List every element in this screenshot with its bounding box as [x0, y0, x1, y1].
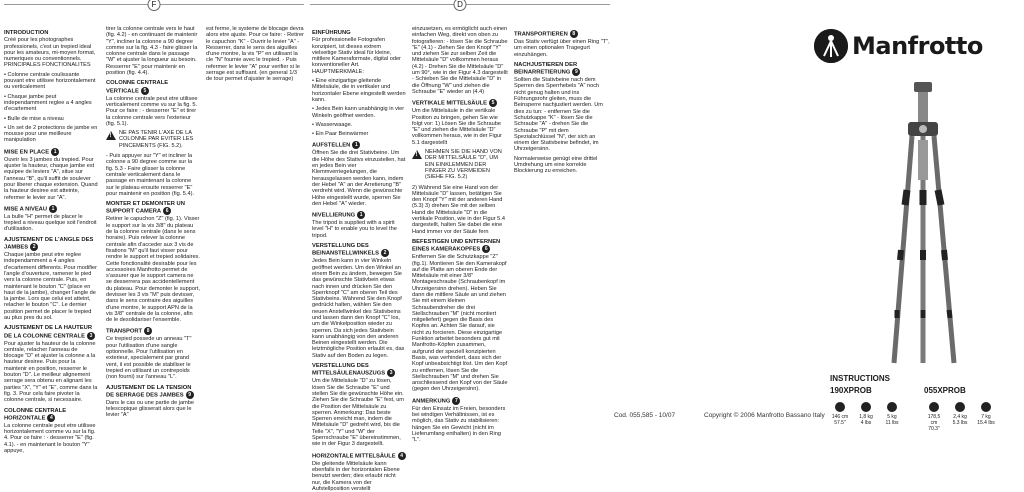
product-code: Cod. 055,585 - 10/07 — [614, 412, 676, 419]
spec-load: 7 kg 15.4 lbs — [976, 402, 996, 432]
height-icon — [835, 402, 845, 412]
section-text: Chaque jambe peut etre reglee independamment a 4 angles d'ecartement differents. Pour modifier l'angle d'ouverture, ramener le pied vers la colonne centrale. Puis, en maintenant le bouton "C" (place en haut de la jambe), changer l'angle de la jambe. Lors que celui est atteint, relacher le bouton "C". Le dernier position permet de placer le trepied au plus pres du sol. — [4, 252, 97, 321]
section-heading: AUFSTELLEN 1 — [312, 141, 406, 149]
spec-weight: 1,8 kg 4 lbs — [856, 402, 876, 426]
copyright: Copyright © 2006 Manfrotto Bassano Italy — [704, 412, 825, 419]
section-text: Dans le cas ou une partie de jambe telescopique glisserait alors que le levier "A" — [106, 399, 195, 419]
tripod-illustration — [878, 80, 968, 370]
section-heading: COLONNE CENTRALE HORIZONTALE 4 — [4, 407, 67, 422]
intro-heading: EINFÜHRUNG — [312, 30, 351, 36]
warning-text: NEHMEN SIE DIE HAND VON DER MITTELSÄULE "D", UM EIN EINKLEMMEN DER FINGER ZU VERMEIDEN (SIEHE FIG. 5.2) — [425, 149, 502, 181]
section-text: Öffnen Sie die drei Stativbeine. Um die Höhe des Stativs einzustellen, hat en jedes Bein vier Klemmverriegelungen, die herausgelassen werden kann, indem der Hebel "A" an der Arretierung "B" verdreht wird. Wenn die gewünschte Höhe eingestellt wurde, sperren Sie den Hebel "A" wieder. — [312, 150, 406, 207]
feature-bullet: • Colonne centrale coulissante pouvant etre utilisee horizontalement ou verticalement — [4, 71, 96, 91]
german-column-1 — [312, 26, 406, 492]
step-number-icon: 2 — [381, 249, 389, 257]
step-number-icon: 3 — [387, 369, 395, 377]
step-number-icon: 4 — [47, 414, 55, 422]
section-text: La colonne centrale peut etre utilisee horizontalement comme vu sur la fig. 4. Pour ce faire : - desserrer "E" (fig. 4.1). - en maintenant le bouton "Y" appuye, — [4, 422, 96, 455]
section-text: est ferme, le systeme de blocage devra alors etre ajuste. Pour ce faire: - Retirer le capuchon "K" - Ouvrir le levier "A" - Resserrer, dans le sens des aiguilles d'une montre, la vis "P" en utilisant la cle "N" fournie avec le trepied. - Puis refermer le levier "A" pour verifier si le serrage est suffisant. (en general 1/3 de tour permet d'ajuster le serrage) — [206, 26, 304, 83]
step-number-icon: 7 — [452, 397, 460, 405]
step-number-icon: 9 — [572, 68, 580, 76]
language-badge-german: D — [454, 0, 467, 11]
manfrotto-logo — [814, 26, 1014, 66]
warning-icon — [106, 131, 116, 140]
french-column-3 — [206, 26, 304, 146]
step-number-icon: 1 — [49, 205, 57, 213]
intro-text: Créé pour les photographes professionels, c'est un trepied ideal pour les amateurs, mi-moyen format, numeriques ou conventionnels. PRINCIPALES FONCTIONALITES — [4, 37, 96, 69]
german-section-header — [310, 0, 610, 16]
load-icon — [981, 402, 991, 412]
section-heading: NACHJUSTIEREN DER BEINARRETIERUNG 9 — [514, 62, 610, 76]
section-text: 2) Während Sie eine Hand von der Mittelsäule "D" lassen, betätigen Sie den Knopf "Y" mit der anderen Hand (5.3) 3) drehen Sie mit der selben Hand die Mittelsäule "D" in die vertikale Position, wie in der Figur 5.4 dargestellt, halten Sie dabei die eine Hand immer vor der Säule fern — [412, 184, 505, 235]
step-number-icon: 1 — [357, 211, 365, 219]
step-number-icon: 4 — [398, 452, 406, 460]
section-heading: MISE A NIVEAU 1 — [4, 205, 98, 213]
model-name-055: 055XPROB — [924, 386, 966, 395]
section-heading: HORIZONTALE MITTELSÄULE 4 — [312, 452, 406, 460]
instructions-label: INSTRUCTIONS — [830, 374, 890, 383]
section-text: Jedes Bein kann in vier Winkeln geöffnet werden. Um den Winkel an einem Bein zu ändern, bewegen Sie das gewünschte Stativbein etwas nach innen und drücken Sie den Sperrknopf "C" am oberen Teil des Stativbeins. Während Sie den Knopf gedrückt halten, wählen Sie den neuen Anstellwinkel des Stativbeins und lassen dann den Knopf "C" los, um die Winkelposition wieder zu sperren. Da sich jedes Stativbein kann unabhängig von den anderen Beinen eingestellt werden. Die letztmögliche Position erlaubt es, das Stativ auf den Boden zu legen. — [312, 258, 405, 359]
section-text: Pour ajuster la hauteur de la colonne centrale, relacher l'anneau de blocage "D" et ajuster la colonne a la hauteur desiree. Puis pour la maintenir en position, resserrer le bouton "D". Le meilleur alignement serrage sera obtenu en alignant les parties "X", "Y" et "E", comme dans la fig. 3. Pour cela faire pivoter la colonne centrale, si necessaire. — [4, 340, 98, 404]
warning-note — [412, 149, 508, 180]
step-number-icon: 6 — [482, 245, 490, 253]
height-icon — [929, 402, 939, 412]
section-text: Um die Mittelsäule "D" zu lösen, lösen Sie die Schraube "E" und stellen Sie die gewünschte Höhe ein. Ziehen Sie die Schraube "E" fest, um die Position der Mittelsäule zu sperren. Anmerkung: Das beste Sperren erreicht man, indem die Mittelsäule "D" gedreht wird, bis die Teile "X", "Y" und "W" der Sperrschraube "E" übereinstimmen, wie in der Figur 3 dargestellt. — [312, 378, 404, 448]
section-heading: MISE EN PLACE 1 — [4, 148, 98, 156]
step-number-icon: 8 — [570, 30, 578, 38]
section-text: Normalerweise genügt eine drittel Umdrehung um eine korrekte Blockierung zu erreichen. — [514, 155, 598, 175]
section-text: La colonne centrale peut etre utilisee verticalement comme vu sur la fig. 5. Pour ce faire : - desserrer "E" et tirer la colonne centrale vers l'exterieur (fig. 5.1). — [106, 95, 198, 127]
section-text: Die gleitende Mittelsäule kann ebenfalls in der horizontalen Ebene benutzt werden; dies erlaubt nicht nur, die Kamera von der Aufstellposition verstellt — [312, 460, 400, 492]
specs-190 — [830, 402, 902, 426]
feature-bullet: • Bulle de mise a niveau — [4, 115, 64, 122]
step-number-icon: 5 — [489, 99, 497, 107]
section-heading: COLONNE CENTRALE VERTICALE 5 — [106, 80, 169, 95]
french-column-2 — [106, 26, 200, 419]
warning-text: NE PAS TENIR L'AXE DE LA COLONNE PAR EVITER LES PINCEMENTS (FIG. 5.2). — [119, 130, 194, 149]
section-text: The tripod is supplied with a spirit level "H" to enable you to level the tripod. — [312, 220, 397, 239]
spec-load: 5 kg 11 lbs — [882, 402, 902, 426]
section-heading: ANMERKUNG 7 — [412, 397, 508, 405]
section-text: - Puis appuyer sur "Y" et incliner la colonne a 90 degree comme sur la fig. 5.3 - Faire glisser la colonne centrale verticalement dans le passage en maintenant la colonne sur le plateau ensuite resserrer "E" pour maintenir en position (fig. 5.4). — [106, 153, 194, 197]
weight-icon — [955, 402, 965, 412]
brand-name: Manfrotto — [852, 32, 983, 60]
section-heading: TRANSPORT 8 — [106, 327, 200, 335]
french-section-header — [4, 0, 304, 16]
section-heading: VERSTELLUNG DES MITTELSÄULENAUSZUGS 3 — [312, 363, 406, 377]
language-badge-french: F — [148, 0, 161, 11]
section-heading: AJUSTEMENT DE L'ANGLE DES JAMBES 2 — [4, 236, 94, 251]
section-text: tirer la colonne centrale vers le haut (fig. 4.2) - en continuant de maintenir "Y", incliner la colonne a 90 degree comme sur la fig. 4.3 - faire glisser la colonne centrale dans le passage "W" et ajuster la longueur au besoin. Resserrer "E" pour maintenir en position (fig. 4.4). — [106, 26, 198, 77]
section-heading: BEFESTIGEN UND ENTFERNEN EINES KAMERAKOPFES 6 — [412, 238, 501, 253]
section-heading: VERTIKALE MITTELSÄULE 5 — [412, 99, 508, 107]
section-text: La bulle "H" permet de placer le trepied a niveau quelque soit l'endroit d'utilisation. — [4, 213, 97, 233]
step-number-icon: 5 — [141, 87, 149, 95]
spec-height: 178,5 cm 70.3" — [924, 402, 944, 432]
section-text: Sollten die Stativbeine nach dem Sperren des Sperrhebels "A" noch nicht genug halten und ins Führungsrohr gleiten, muss die Beinsperre nachjustiert werden. Um dies zu tun: - entfernen Sie die Schutzkappe "K" - lösen Sie die Schraube "A" - drehen Sie die Schraube "P" mit dem Spezialschlüssel "N", der sich an einem der Stativbeine befindet, im Uhrzeigersinn. — [514, 77, 603, 153]
section-heading: NIVELLIERUNG 1 — [312, 211, 406, 219]
spec-height: 146 cm 57.5" — [830, 402, 850, 426]
weight-icon — [861, 402, 871, 412]
section-text: Ouvrir les 3 jambes du trepied. Pour ajuster la hauteur, chaque jambe est equipee de leviers "A", situe sur l'anneau "B", qu'il suffit de soulever pour liberer chaque extension. Quand la hauteur desiree est atteinte, refermer le levier sur "A". — [4, 156, 98, 201]
feature-bullet: • Un set de 2 protections de jambe en mousse pour une meilleure manipulation — [4, 124, 98, 144]
section-text: Entfernen Sie die Schutzkappe "Z" (fig.1). Montieren Sie den Kamerakopf auf die Platte am oberen Ende der Mittelsäule mit einer 3/8" Montageschraube (Schraubenkopf im Uhrzeigersinn drehen). Heben Sie dann die mittlere Säule an und ziehen Sie mit einem kleinen Schraubendreher die drei Stellschrauben "M" (nicht montiert mitgeliefert) gegen die Basis des Kopfes an. Achten Sie darauf, sie nicht zu forcieren. Diese einzigartige Funktion arbeitet besonders gut mit Manfrotto-Köpfen zusammen, aufgrund der speziell konzipierten Basis, was verhindert, dass sich der Kopf unbeabsichtigt löst. Um den Kopf zu entfernen, lösen Sie die Stellschrauben "M" und drehen Sie anschliessend den Kopf von der Säule (gegen den Uhrzeigersinn). — [412, 254, 508, 393]
feature-bullet: • Wasserwaage. — [312, 121, 353, 128]
step-number-icon: 8 — [144, 327, 152, 335]
french-column-1 — [4, 26, 98, 455]
section-text: Für den Einsatz im Freien, besonders bei windigen Verhältnissen, ist es möglich, das Stativ zu stabilisieren: hängen Sie ein Gewicht (nicht im Lieferumfang enthalten) in den Ring "L". — [412, 405, 506, 444]
step-number-icon: 6 — [163, 207, 171, 215]
step-number-icon: 2 — [30, 243, 38, 251]
specs-055 — [924, 402, 996, 432]
german-column-2 — [412, 26, 508, 444]
section-text: einzusetzen, es ermöglicht auch einen einfachen Weg, direkt von oben zu fotografieren: - lösen Sie die Schraube "E" (4.1) - Ziehen Sie den Knopf "Y" und ziehen Sie zur selben Zeit die Mittelsäule "D" vollkommen heraus (4.2) - Drehen Sie die Mittelsäule "D" um 90°, wie in der Figur 4.3 dargestellt - Schieben Sie die Mittelsäule "D" in die Öffnung "W" und ziehen die Schraube "E" wieder an (4.4) — [412, 26, 508, 95]
step-number-icon: 3 — [87, 332, 95, 340]
section-heading: AJUSTEMENT DE LA HAUTEUR DE LA COLONNE CENTRALE 3 — [4, 325, 98, 339]
manfrotto-logo-icon — [814, 29, 848, 63]
intro-heading: INTRODUCTION — [4, 30, 49, 36]
section-heading: AJUSTEMENT DE LA TENSION DE SERRAGE DES JAMBES 9 — [106, 385, 200, 399]
section-text: Das Stativ verfügt über einen Ring "T", um einen optionalen Tragegurt einzuhängen. — [514, 39, 610, 58]
step-number-icon: 1 — [352, 141, 360, 149]
section-text: Um die Mittelsäule in die vertikale Position zu bringen, gehen Sie wie folgt vor: 1) Lösen Sie die Schraube "E" und ziehen die Mittelsäule "D" vollkommen heraus, wie in der Figur 5.1 dargestellt — [412, 108, 502, 146]
section-heading: TRANSPORTIEREN 8 — [514, 30, 610, 38]
intro-text: Für professionelle Fotografen konzipiert, ist dieses extrem vielseitige Stativ ideal für kleine, mittlere Kameraformate, digital oder konventioneller Art. HAUPTMERKMALE: — [312, 37, 401, 75]
step-number-icon: 1 — [51, 148, 59, 156]
model-name-190: 190XPROB — [830, 386, 872, 395]
feature-bullet: • Eine einzigartige gleitende Mittelsäule, die in vertikaler und horizontaler Ebene eingestellt werden kann. — [312, 78, 406, 103]
warning-icon — [412, 150, 422, 159]
warning-note — [106, 130, 200, 149]
feature-bullet: • Ein Paar Beinwärmer — [312, 131, 369, 138]
feature-bullet: • Chaque jambe peut independamment reglee a 4 angles d'ecartement — [4, 93, 92, 113]
spec-weight: 2,4 kg 5.3 lbs — [950, 402, 970, 432]
section-heading: MONTER ET DEMONTER UN SUPPORT CAMERA 6 — [106, 201, 185, 215]
section-text: Ce trepied possede un anneau "T" pour l'utilisation d'une sangle optionnelle. Pour l'utilisation en exterieur, specialement par grand vent, il est possible de stabiliser le trepied en utilisant un contrepoids (non fourni) sur l'anneau "L". — [106, 336, 192, 381]
german-column-3 — [514, 26, 610, 226]
section-heading: VERSTELLUNG DES BEINANSTELLWINKELS 2 — [312, 243, 406, 257]
load-icon — [887, 402, 897, 412]
feature-bullet: • Jedes Bein kann unabhängig in vier Winkeln geöffnet werden. — [312, 106, 405, 119]
step-number-icon: 9 — [186, 391, 194, 399]
section-text: Retirer le capuchon "Z" (fig. 1). Visser le support sur la vis 3/8" du plateau de la colonne centrale (dans le sens horaire). Puis relever la colonne centrale afin d'acceder aux 3 vis de fixations "M" qu'il faut visser pour rendre le support et trepied solidaires. Cette fonctionalité desirable pour les accessoires Manfrotto permet de s'assurer que le support camera ne se desserrera pas accidentellement du plateau. Pour demonter le support, devisser les 3 vis "M" puis devisser, dans le sens contraire des aiguilles d'une montre, le support APN de la vis 3/8" centrale de la colonne, afin de le desolidariser l'ensemble. — [106, 216, 200, 324]
